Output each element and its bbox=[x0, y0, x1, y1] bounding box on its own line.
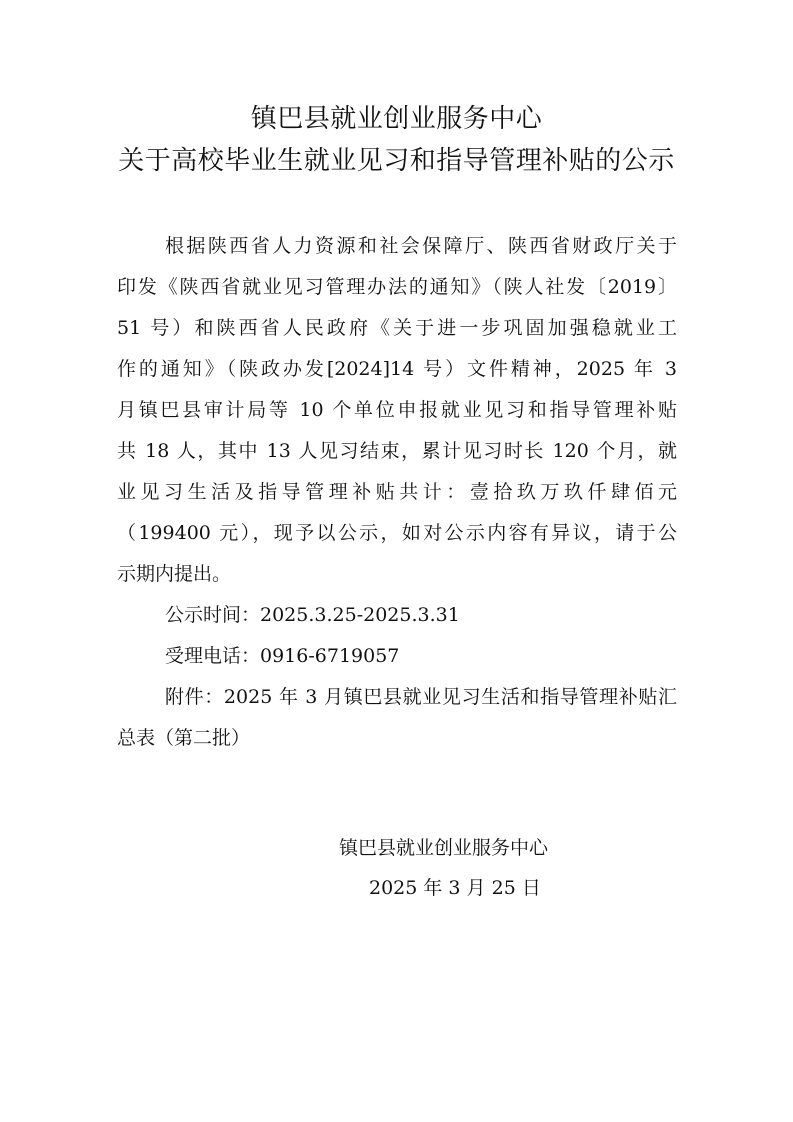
body-paragraph-line: 51 号）和陕西省人民政府《关于进一步巩固加强稳就业工 bbox=[117, 317, 677, 339]
attachment-line: 附件：2025 年 3 月镇巴县就业见习生活和指导管理补贴汇 bbox=[165, 686, 677, 708]
publicity-period: 公示时间：2025.3.25-2025.3.31 bbox=[165, 604, 460, 626]
body-paragraph-line: 共 18 人，其中 13 人见习结束，累计见习时长 120 个月，就 bbox=[117, 440, 677, 462]
body-paragraph-line: 月镇巴县审计局等 10 个单位申报就业见习和指导管理补贴 bbox=[117, 399, 677, 421]
notice-title-line-1: 镇巴县就业创业服务中心 bbox=[250, 104, 543, 134]
body-paragraph-line: 业见习生活及指导管理补贴共计：壹拾玖万玖仟肆佰元 bbox=[117, 481, 677, 503]
body-paragraph-line: 示期内提出。 bbox=[117, 563, 232, 585]
attachment-line: 总表（第二批） bbox=[117, 727, 251, 749]
body-paragraph-line: 根据陕西省人力资源和社会保障厅、陕西省财政厅关于 bbox=[165, 235, 677, 257]
notice-title-line-2: 关于高校毕业生就业见习和指导管理补贴的公示 bbox=[118, 146, 675, 176]
signature-organization: 镇巴县就业创业服务中心 bbox=[339, 837, 549, 859]
body-paragraph-line: （199400 元），现予以公示，如对公示内容有异议，请于公 bbox=[117, 522, 677, 544]
signature-date: 2025 年 3 月 25 日 bbox=[369, 877, 541, 899]
body-paragraph-line: 作的通知》（陕政办发[2024]14 号）文件精神，2025 年 3 bbox=[117, 358, 677, 380]
body-paragraph-line: 印发《陕西省就业见习管理办法的通知》（陕人社发〔2019〕 bbox=[117, 276, 677, 298]
contact-phone: 受理电话：0916-6719057 bbox=[165, 645, 400, 667]
